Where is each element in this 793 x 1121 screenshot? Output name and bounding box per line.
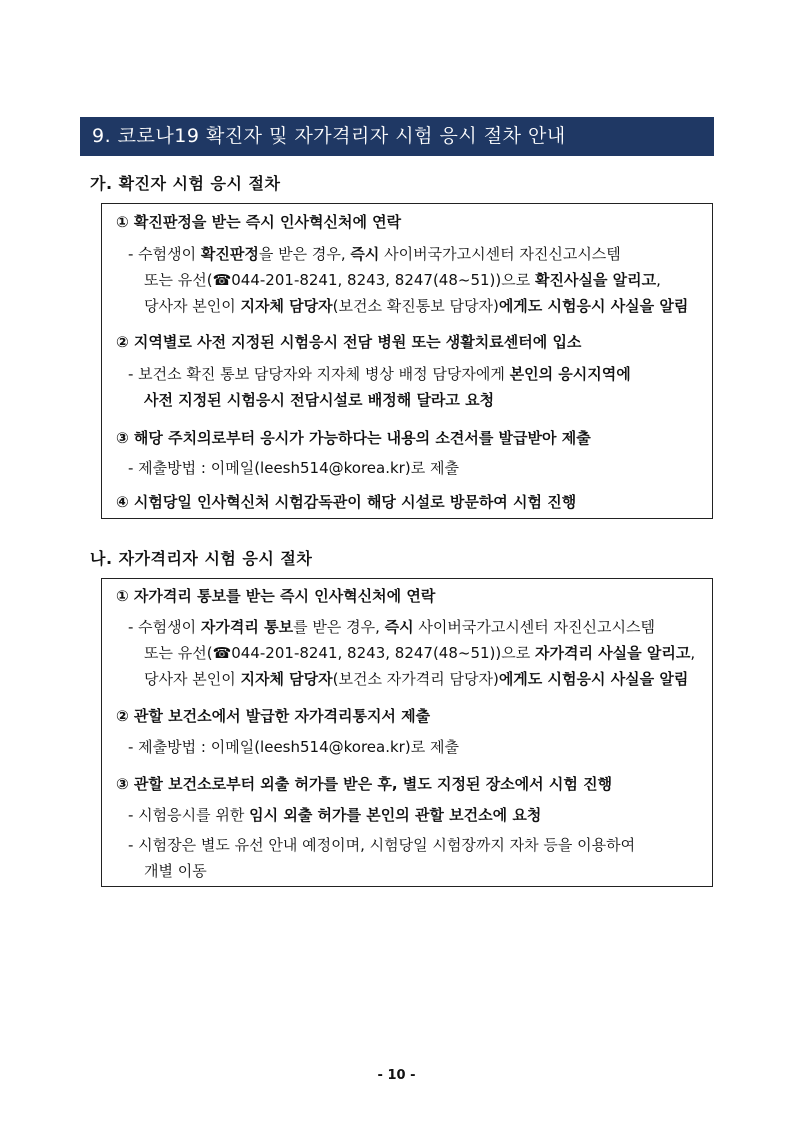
- q-step-2-line-1: - 제출방법 : 이메일(leesh514@korea.kr)로 제출: [128, 738, 459, 756]
- step-3-line-1: - 제출방법 : 이메일(leesh514@korea.kr)로 제출: [128, 459, 459, 477]
- q-step-1-line-2: 또는 유선(☎044-201-8241, 8243, 8247(48~51))으로 자가격리 사실을 알리고,: [144, 644, 696, 662]
- q-step-3-line-3: 개별 이동: [144, 862, 207, 880]
- q-step-3-line-1: - 시험응시를 위한 임시 외출 허가를 본인의 관할 보건소에 요청: [128, 806, 542, 824]
- section-title-bar: 9. 코로나19 확진자 및 자가격리자 시험 응시 절차 안내: [80, 117, 714, 156]
- step-2-line-1: - 보건소 확진 통보 담당자와 지자체 병상 배정 담당자에게 본인의 응시지역에: [128, 365, 631, 383]
- page-number: - 10 -: [377, 1068, 416, 1083]
- subsection-heading-confirmed: 가. 확진자 시험 응시 절차: [90, 174, 281, 193]
- q-step-1-line-1: - 수험생이 자가격리 통보를 받은 경우, 즉시 사이버국가고시센터 자진신고시스템: [128, 618, 655, 636]
- subsection-heading-quarantine: 나. 자가격리자 시험 응시 절차: [90, 549, 313, 568]
- q-step-1-line-3: 당사자 본인이 지자체 담당자(보건소 자가격리 담당자)에게도 시험응시 사실을 알림: [144, 670, 689, 688]
- q-step-3-heading: ③ 관할 보건소로부터 외출 허가를 받은 후, 별도 지정된 장소에서 시험 진행: [116, 775, 613, 793]
- q-step-2-heading: ② 관할 보건소에서 발급한 자가격리통지서 제출: [116, 707, 431, 725]
- quarantine-procedure-box: [101, 578, 713, 887]
- step-1-heading: ① 확진판정을 받는 즉시 인사혁신처에 연락: [116, 213, 402, 231]
- step-4-heading: ④ 시험당일 인사혁신처 시험감독관이 해당 시설로 방문하여 시험 진행: [116, 493, 577, 511]
- q-step-3-line-2: - 시험장은 별도 유선 안내 예정이며, 시험당일 시험장까지 자차 등을 이용하여: [128, 836, 636, 854]
- step-3-heading: ③ 해당 주치의로부터 응시가 가능하다는 내용의 소견서를 발급받아 제출: [116, 429, 591, 447]
- step-1-line-1: - 수험생이 확진판정을 받은 경우, 즉시 사이버국가고시센터 자진신고시스템: [128, 245, 621, 263]
- step-2-heading: ② 지역별로 사전 지정된 시험응시 전담 병원 또는 생활치료센터에 입소: [116, 333, 582, 351]
- q-step-1-heading: ① 자가격리 통보를 받는 즉시 인사혁신처에 연락: [116, 587, 436, 605]
- step-1-line-3: 당사자 본인이 지자체 담당자(보건소 확진통보 담당자)에게도 시험응시 사실을 알림: [144, 297, 689, 315]
- confirmed-procedure-box: [101, 203, 713, 519]
- step-2-line-2: 사전 지정된 시험응시 전담시설로 배정해 달라고 요청: [144, 391, 495, 409]
- step-1-line-2: 또는 유선(☎044-201-8241, 8243, 8247(48~51))으로 확진사실을 알리고,: [144, 271, 661, 289]
